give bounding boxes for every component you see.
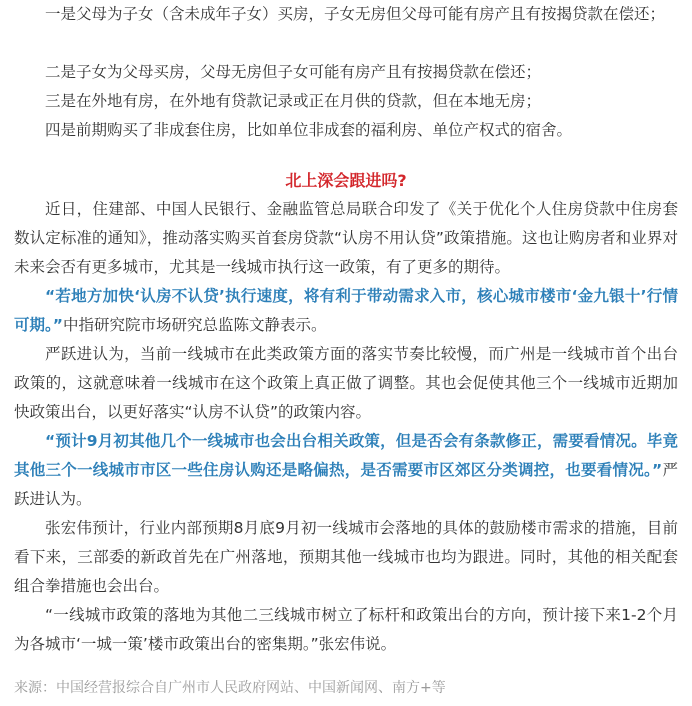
paragraph-zhang-hongwei-quote: “一线城市政策的落地为其他二三线城市树立了标杆和政策出台的方向，预计接下来1-2个月为各城市‘一城一策’楼市政策出台的密集期。”张宏伟说。 [14, 606, 678, 653]
condition-item-1: 一是父母为子女（含未成年子女）买房，子女无房但父母可能有房产且有按揭贷款在偿还； [45, 5, 666, 23]
condition-item-2: 二是子女为父母买房，父母无房但子女可能有房产且有按揭贷款在偿还； [45, 63, 542, 81]
quote-yan-yuejin [14, 427, 678, 514]
quote-text: “预计9月初其他几个一线城市也会出台相关政策，但是否会有条款修正，需要看情况。毕竟其他三个一线城市市区一些住房认购还是略偏热，是否需要市区郊区分类调控，也要看情况。” [14, 432, 678, 479]
quote-text: “若地方加快‘认房不认贷’执行速度，将有利于带动需求入市，核心城市楼市‘金九银十’行情可期。” [14, 287, 678, 334]
condition-item-3: 三是在外地有房，在外地有贷款记录或正在月供的贷款，但在本地无房； [45, 92, 542, 110]
quote-attribution: 严跃进认为。 [14, 461, 678, 508]
quote-chen-wenjing [14, 282, 678, 340]
source-line: 来源：中国经营报综合自广州市人民政府网站、中国新闻网、南方+等 [14, 680, 446, 696]
paragraph-zhang-hongwei: 张宏伟预计，行业内部预期8月底9月初一线城市会落地的具体的鼓励楼市需求的措施，目前看下来，三部委的新政首先在广州落地，预期其他一线城市也均为跟进。同时，其他的相关配套组合拳措施也会出台。 [14, 519, 678, 595]
paragraph-policy-notice: 近日，住建部、中国人民银行、金融监管总局联合印发了《关于优化个人住房贷款中住房套数认定标准的通知》，推动落实购买首套房贷款“认房不用认贷”政策措施。这也让购房者和业界对未来会否有更多城市，尤其是一线城市执行这一政策，有了更多的期待。 [14, 200, 678, 276]
paragraph-yan-yuejin: 严跃进认为，当前一线城市在此类政策方面的落实节奏比较慢，而广州是一线城市首个出台政策的，这就意味着一线城市在这个政策上真正做了调整。其也会促使其他三个一线城市近期加快政策出台，以更好落实“认房不认贷”的政策内容。 [14, 345, 678, 421]
condition-item-4: 四是前期购买了非成套住房，比如单位非成套的福利房、单位产权式的宿舍。 [45, 121, 573, 139]
quote-attribution: 中指研究院市场研究总监陈文静表示。 [62, 316, 327, 334]
section-heading: 北上深会跟进吗? [285, 171, 407, 190]
